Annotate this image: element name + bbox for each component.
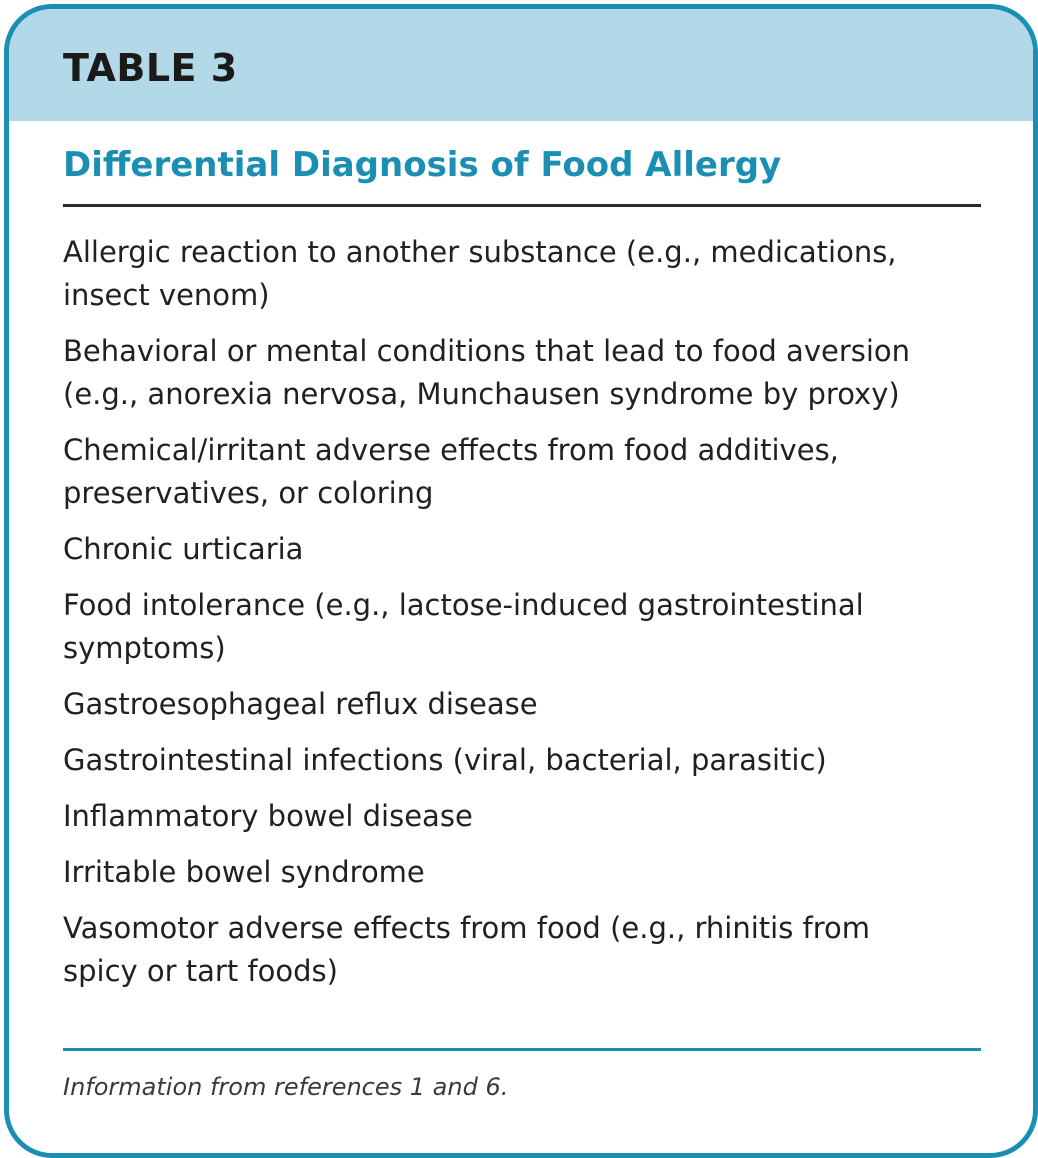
- list-item: Irritable bowel syndrome: [63, 855, 425, 889]
- diagnosis-list: [63, 231, 943, 1006]
- list-item: Food intolerance (e.g., lactose-induced gastrointestinal symptoms): [63, 588, 864, 665]
- list-item: Vasomotor adverse effects from food (e.g., rhinitis from spicy or tart foods): [63, 911, 871, 988]
- list-item: Behavioral or mental conditions that lead to food aversion (e.g., anorexia nervosa, Munchausen syndrome by proxy): [63, 334, 911, 411]
- list-item: Allergic reaction to another substance (e.g., medications, insect venom): [63, 235, 897, 312]
- list-item: Chemical/irritant adverse effects from food additives, preservatives, or coloring: [63, 433, 839, 510]
- title-divider: [63, 204, 981, 207]
- list-item: Chronic urticaria: [63, 532, 304, 566]
- source-footnote: Information from references 1 and 6.: [63, 1073, 509, 1101]
- table-header-band: [9, 9, 1033, 121]
- table-card: [4, 4, 1038, 1158]
- table-number-label: TABLE 3: [63, 46, 238, 90]
- footer-divider: [63, 1048, 981, 1051]
- table-title: Differential Diagnosis of Food Allergy: [63, 145, 782, 185]
- list-item: Gastrointestinal infections (viral, bacterial, parasitic): [63, 743, 827, 777]
- list-item: Inflammatory bowel disease: [63, 799, 473, 833]
- list-item: Gastroesophageal reflux disease: [63, 687, 538, 721]
